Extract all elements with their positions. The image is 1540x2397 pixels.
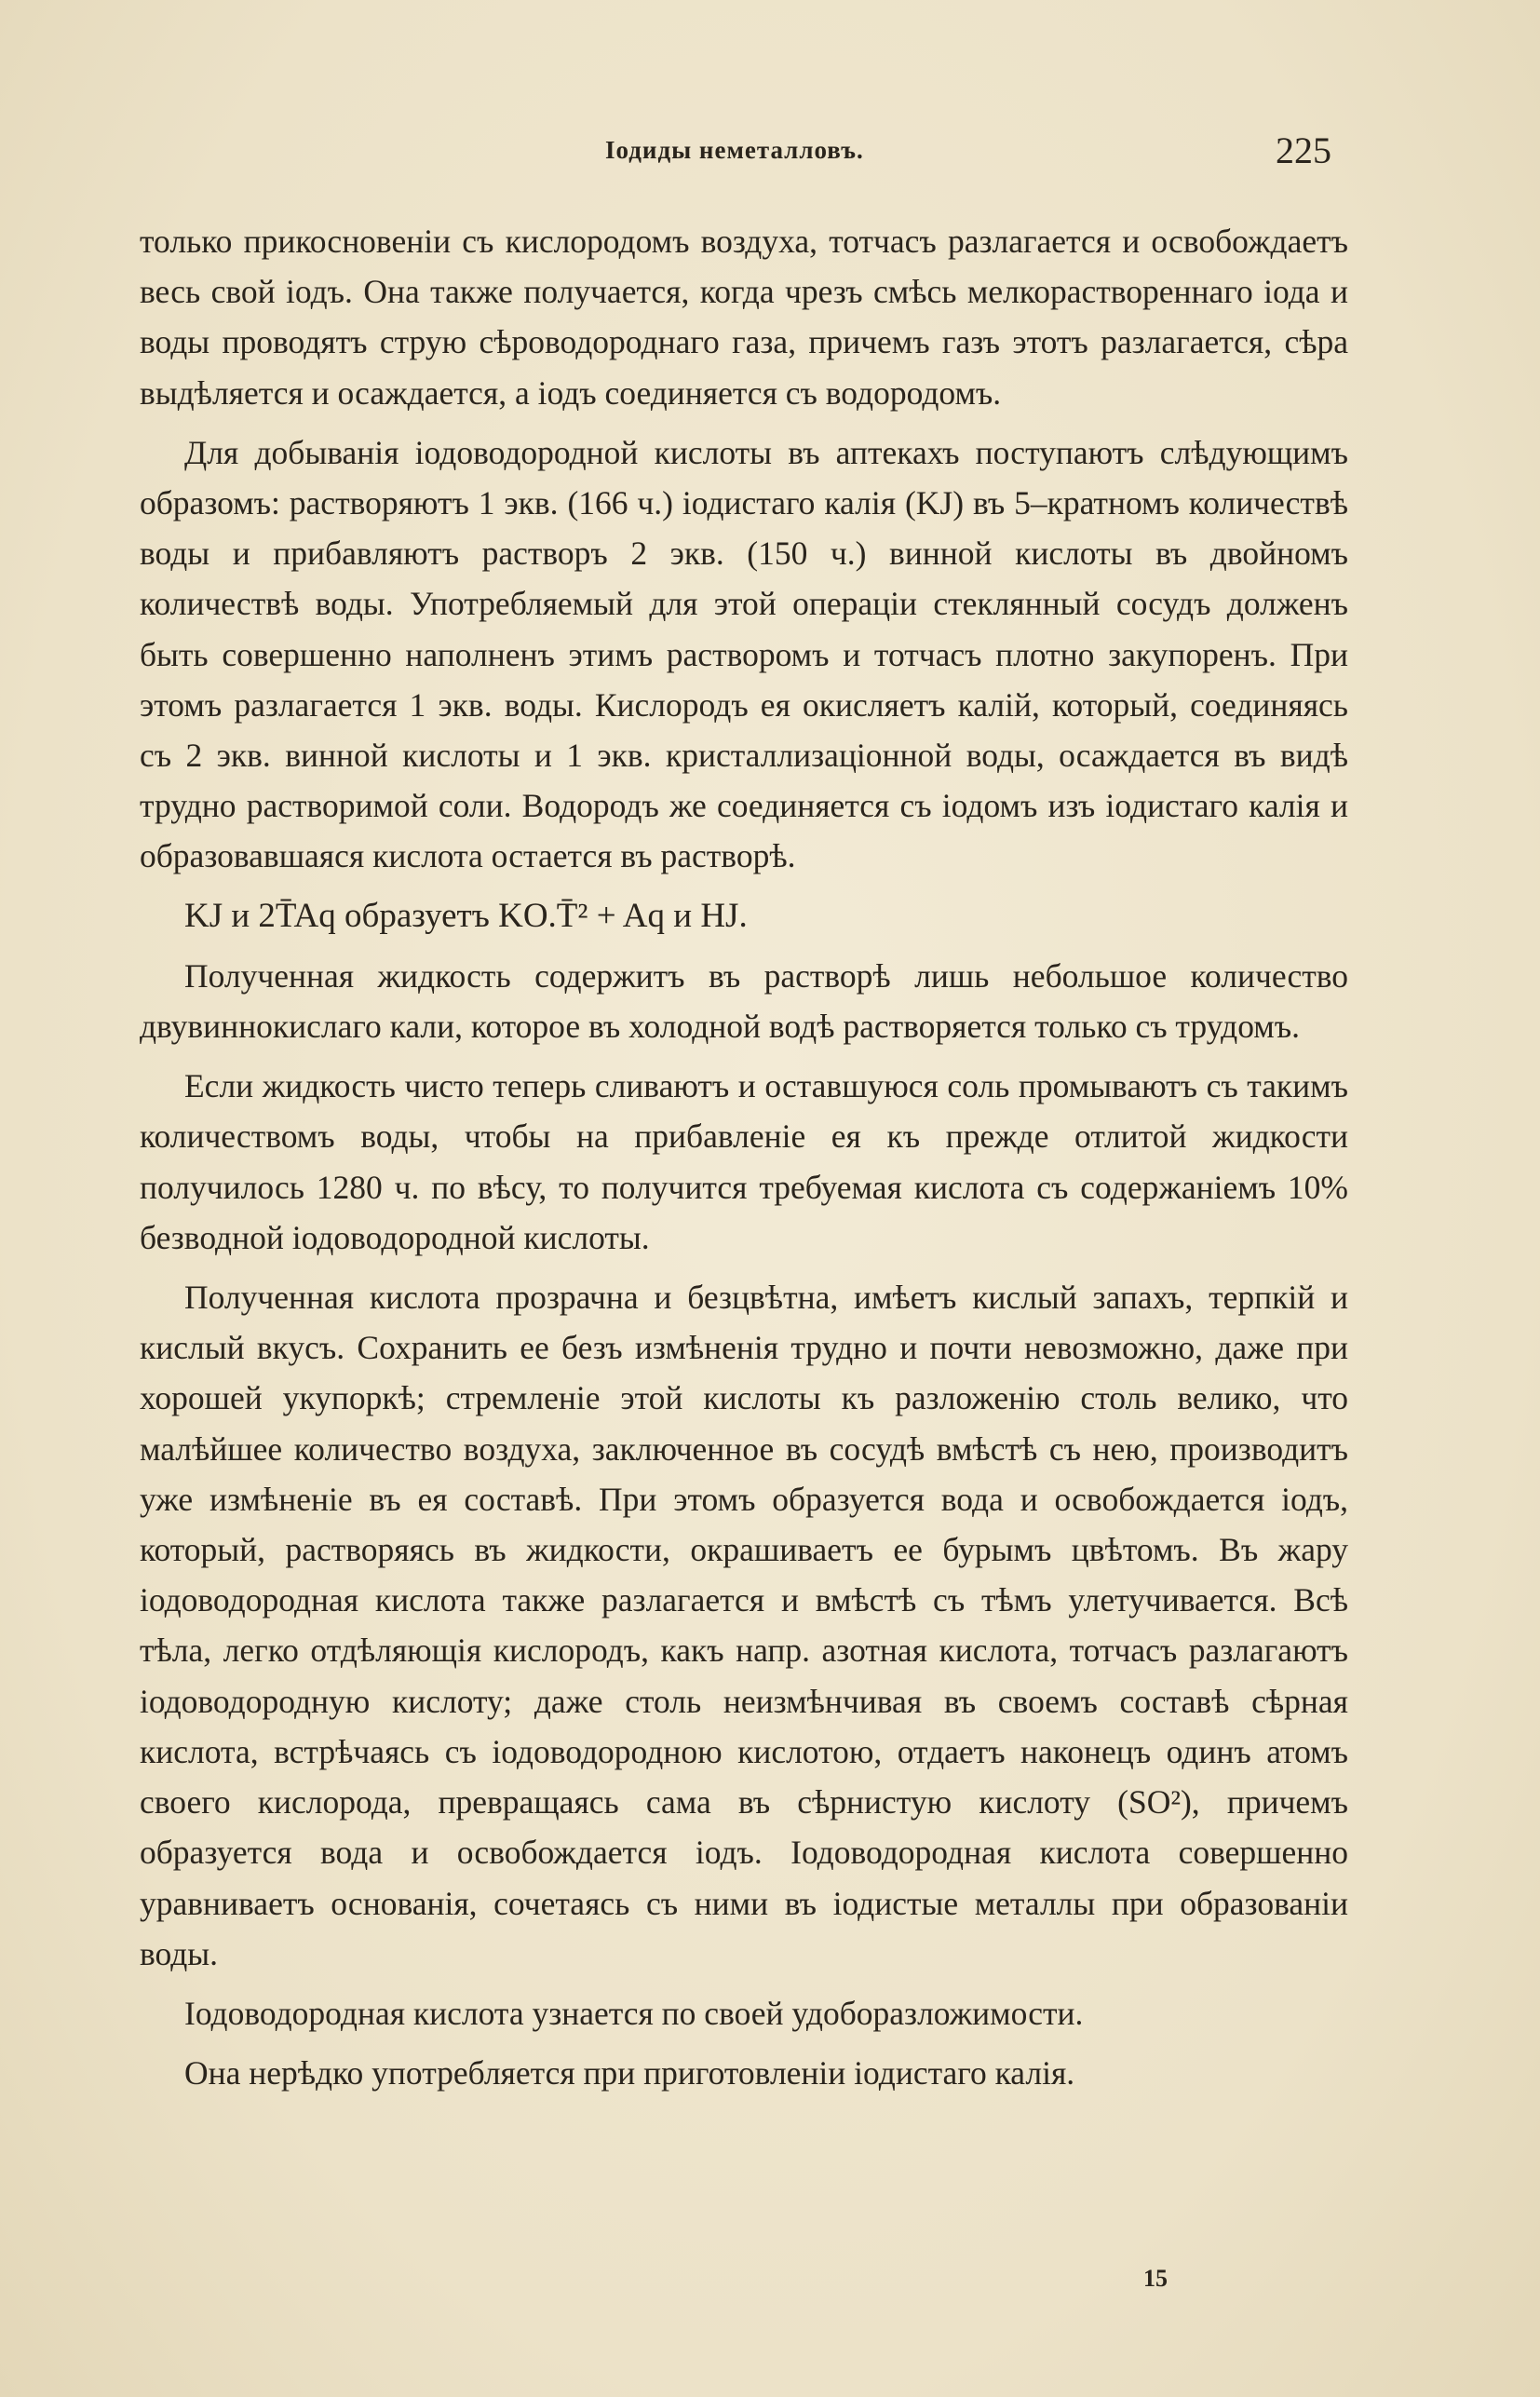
paragraph: Для добыванія іодоводородной кислоты въ аптекахъ поступаютъ слѣдующимъ образомъ: растворяютъ 1 экв. (166 ч.) іодистаго калія (KJ) въ 5–кратномъ количествѣ воды и прибавляютъ растворъ 2 экв. (150 ч.) винной кислоты въ двойномъ количествѣ воды. Употребляемый для этой операціи стеклянный сосудъ долженъ быть совершенно наполненъ этимъ растворомъ и тотчасъ плотно закупоренъ. При этомъ разлагается 1 экв. воды. Кислородъ ея окисляетъ калій, который, соединяясь съ 2 экв. винной кислоты и 1 экв. кристаллизаціонной воды, осаждается въ видѣ трудно растворимой соли. Водородъ же соединяется съ іодомъ изъ іодистаго калія и образовавшаяся кислота остается въ растворѣ. [140,433,1348,875]
running-title: Іодиды неметалловъ. [605,136,864,164]
page-number: 225 [1276,129,1331,171]
paragraph: Она нерѣдко употребляется при приготовленіи іодистаго калія. [184,2054,1075,2092]
paragraph: Іодоводородная кислота узнается по своей удоборазложимости. [184,1994,1084,2032]
paragraph: только прикосновеніи съ кислородомъ воздуха, тотчасъ разлагается и освобождаетъ весь свой іодъ. Она также получается, когда чрезъ смѣсь мелкораствореннаго іода и воды проводятъ струю сѣроводороднаго газа, причемъ газъ этотъ разлагается, сѣра выдѣляется и осаждается, а іодъ соединяется съ водородомъ. [140,223,1348,412]
page-body [140,216,1348,2107]
page-header [140,129,1341,175]
paragraph: Полученная кислота прозрачна и безцвѣтна, имѣетъ кислый запахъ, терпкій и кислый вкусъ. Сохранить ее безъ измѣненія трудно и почти невозможно, даже при хорошей укупоркѣ; стремленіе этой кислоты къ разложенію столь велико, что малѣйшее количество воздуха, заключенное въ сосудѣ вмѣстѣ съ нею, производитъ уже измѣненіе въ ея составѣ. При этомъ образуется вода и освобождается іодъ, который, растворяясь въ жидкости, окрашиваетъ ее бурымъ цвѣтомъ. Въ жару іодоводородная кислота также разлагается и вмѣстѣ съ тѣмъ улетучивается. Всѣ тѣла, легко отдѣляющія кислородъ, какъ напр. азотная кислота, тотчасъ разлагаютъ іодоводородную кислоту; даже столь неизмѣнчивая въ своемъ составѣ сѣрная кислота, встрѣчаясь съ іодоводородною кислотою, отдаетъ наконецъ одинъ атомъ своего кислорода, превращаясь сама въ сѣрнистую кислоту (SO²), причемъ образуется вода и освобождается іодъ. Іодоводородная кислота совершенно уравниваетъ основанія, сочетаясь съ ними въ іодистые металлы при образованіи воды. [140,1279,1348,1972]
paragraph: Если жидкость чисто теперь сливаютъ и оставшуюся соль промываютъ съ такимъ количествомъ воды, чтобы на прибавленіе ея къ прежде отлитой жидкости получилось 1280 ч. по вѣсу, то получится требуемая кислота съ содержаніемъ 10% безводной іодоводородной кислоты. [140,1067,1348,1256]
chemical-formula: KJ и 2T̄Aq образуетъ KO.T̄² + Aq и HJ. [184,896,748,935]
signature-mark: 15 [1143,2265,1168,2292]
paragraph: Полученная жидкость содержитъ въ растворѣ лишь небольшое количество двувиннокислаго кали, которое въ холодной водѣ растворяется только съ трудомъ. [140,956,1348,1046]
